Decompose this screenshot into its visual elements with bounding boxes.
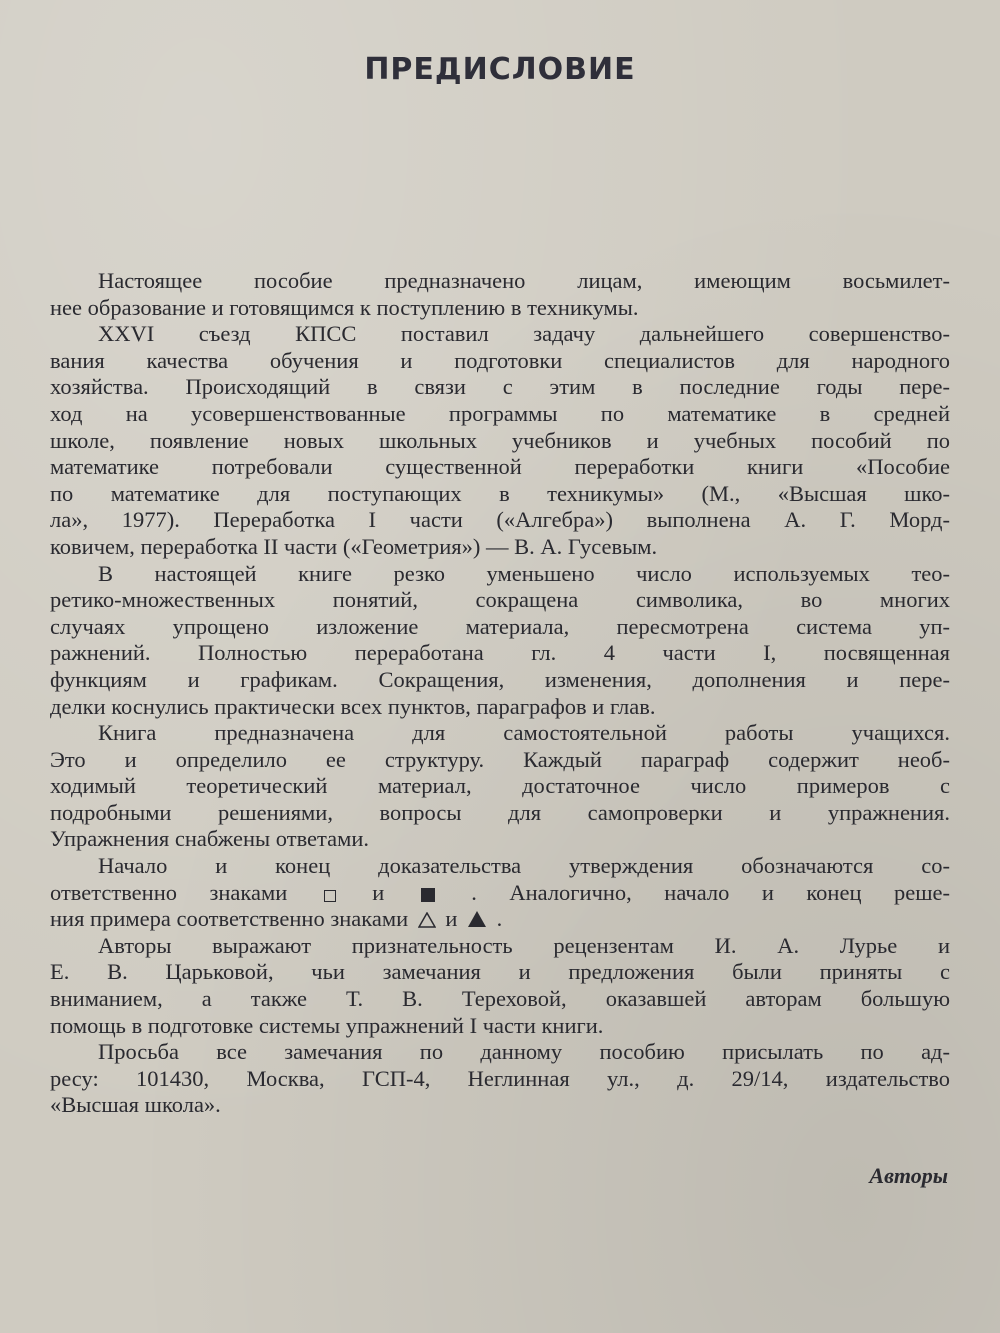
text-fragment: ния примера соответственно знаками — [50, 906, 409, 932]
page-title: ПРЕДИСЛОВИЕ — [364, 52, 636, 87]
text-line: Книга предназначена для самостоятельной работы учащихся. — [98, 720, 950, 746]
text-line: ресу: 101430, Москва, ГСП-4, Неглинная ул., д. 29/14, издательство — [50, 1065, 950, 1091]
text-line: делки коснулись практически всех пунктов, параграфов и глав. — [50, 693, 656, 719]
text-line: вания качества обучения и подготовки специалистов для народного — [50, 347, 950, 373]
text-line: случаях упрощено изложение материала, пересмотрена система уп- — [50, 613, 950, 639]
text-line: Просьба все замечания по данному пособию присылать по ад- — [98, 1039, 950, 1065]
text-line: Настоящее пособие предназначено лицам, имеющим восьмилет- — [98, 268, 950, 293]
open-square-icon — [324, 890, 336, 902]
text-fragment: и — [445, 906, 458, 932]
paragraph-3 — [50, 561, 950, 721]
text-line: ретико-множественных понятий, сокращена символика, во многих — [50, 587, 950, 613]
text-line: XXVI съезд КПСС поставил задачу дальнейшего совершенство- — [98, 321, 950, 347]
paragraph-2 — [50, 321, 950, 560]
text-line: Упражнения снабжены ответами. — [50, 826, 370, 852]
paragraph-5 — [50, 853, 950, 933]
signature: Авторы — [869, 1163, 948, 1188]
open-triangle-icon — [418, 912, 436, 928]
text-line: вниманием, а также Т. В. Тереховой, оказавшей авторам большую — [50, 986, 950, 1012]
text-line: функциям и графикам. Сокращения, изменения, дополнения и пере- — [50, 666, 950, 692]
preface-text — [50, 268, 950, 1119]
paragraph-7 — [50, 1039, 950, 1119]
text-fragment: . — [496, 906, 503, 932]
text-line: подробными решениями, вопросы для самопроверки и упражнения. — [50, 799, 950, 825]
text-line: Это и определило ее структуру. Каждый параграф содержит необ- — [50, 746, 950, 772]
text-line: Авторы выражают признательность рецензентам И. А. Лурье и — [98, 932, 950, 958]
text-fragment: . Аналогично, начало и конец реше- — [471, 879, 951, 905]
text-line: ход на усовершенствованные программы по математике в средней — [50, 400, 950, 426]
text-line: помощь в подготовке системы упражнений I части книги. — [50, 1012, 604, 1038]
text-line: Е. В. Царьковой, чьи замечания и предложения были приняты с — [50, 959, 950, 985]
text-line: «Высшая школа». — [50, 1092, 221, 1118]
filled-square-icon — [421, 888, 435, 902]
filled-triangle-icon — [467, 910, 487, 928]
text-line: нее образование и готовящимся к поступлению в техникумы. — [50, 294, 639, 320]
paragraph-6 — [50, 933, 950, 1039]
text-line-with-symbols — [50, 906, 950, 933]
text-fragment: и — [372, 879, 385, 905]
text-line: по математике для поступающих в техникумы» (М., «Высшая шко- — [50, 480, 950, 506]
text-fragment: ответственно знаками — [50, 879, 288, 905]
text-line-with-symbols — [50, 880, 950, 907]
paragraph-1 — [50, 268, 950, 321]
text-line: ражнений. Полностью переработана гл. 4 части I, посвященная — [50, 640, 950, 666]
text-line: ковичем, переработка II части («Геометрия») — В. А. Гусевым. — [50, 533, 658, 559]
text-line: В настоящей книге резко уменьшено число используемых тео- — [98, 560, 950, 586]
text-line: ла», 1977). Переработка I части («Алгебра») выполнена А. Г. Морд- — [50, 507, 950, 533]
text-line: ходимый теоретический материал, достаточное число примеров с — [50, 773, 950, 799]
text-line: хозяйства. Происходящий в связи с этим в последние годы пере- — [50, 374, 950, 400]
text-line: математике потребовали существенной переработки книги «Пособие — [50, 454, 950, 480]
text-line: школе, появление новых школьных учебников и учебных пособий по — [50, 427, 950, 453]
text-line: Начало и конец доказательства утверждения обозначаются со- — [98, 853, 950, 879]
paragraph-4 — [50, 720, 950, 853]
